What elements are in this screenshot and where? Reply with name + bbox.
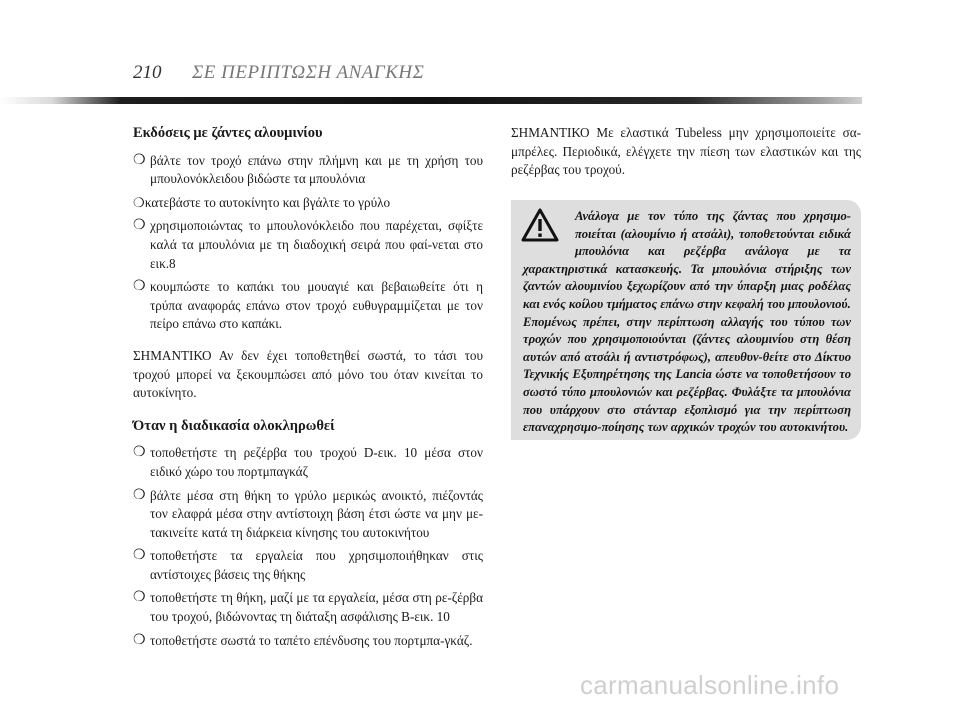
- list-item: [133, 194, 483, 213]
- bullet-icon: ❍: [133, 218, 146, 234]
- list-item-text: βάλτε μέσα στη θήκη το γρύλο μερικώς ανοικτό, πιέζοντάς τον ελαφρά μέσα στην αντίστοιχη βάση έτσι ώστε να μην με-τακινείτε κατά τη διάρκεια κίνησης του αυτοκινήτου: [150, 487, 483, 540]
- bullet-icon: ❍: [133, 632, 146, 648]
- header-rule: [0, 97, 862, 104]
- section-title-when-complete: Όταν η διαδικασία ολοκληρωθεί: [133, 417, 335, 434]
- watermark: carmanualsonline.info: [580, 670, 840, 700]
- warning-text: [523, 208, 851, 437]
- list-item-text: χρησιμοποιώντας το μπουλονόκλειδο που παρέχεται, σφίξτε καλά τα μπουλόνια με τη διαδοχική σειρά που φαί-νεται στο εικ.8: [150, 218, 483, 271]
- list-item: [133, 547, 483, 584]
- bullet-icon: ❍: [133, 548, 146, 564]
- tubeless-note: ΣΗΜΑΝΤΙΚΟ Με ελαστικά Tubeless μην χρησιμοποιείτε σα-μπρέλες. Περιοδικά, ελέγχετε την πίεση των ελαστικών και της ρεζέρβας του τροχού.: [511, 125, 861, 178]
- warning-box: [511, 200, 861, 440]
- list-item-text: τοποθετήστε τη θήκη, μαζί με τα εργαλεία, μέσα στη ρε-ζέρβα του τροχού, βιδώνοντας τη διάταξη ασφάλισης B-εικ. 10: [150, 590, 483, 625]
- bullet-icon: ❍: [133, 487, 146, 503]
- bullet-icon: ❍: [133, 590, 146, 606]
- list-item: [133, 278, 483, 334]
- bullet-icon: ❍: [133, 152, 146, 168]
- section-title-alloy-wheels: Εκδόσεις με ζάντες αλουμινίου: [133, 125, 323, 141]
- warning-paragraph-1: Ανάλογα με τον τύπο της ζάντας που χρησιμο-ποιείται (αλουμίνιο ή ατσάλι), τοποθετούνται ειδικά μπουλόνια και ρεζέρβα ανάλογα με τα χαρακτηριστικά κατασκευής. Τα μπουλόνια στήριξης των ζαντών αλουμινίου ξεχωρίζουν από την ύπαρξη μιας ροδέλας και ενός κοίλου τμήματος επάνω στην κεφαλή του μπουλονιού.: [523, 209, 851, 311]
- list-item-text: βάλτε τον τροχό επάνω στην πλήμνη και με τη χρήση του μπουλονόκλειδου βιδώστε τα μπουλόνια: [150, 152, 483, 187]
- list-item-text: τοποθετήστε τη ρεζέρβα του τροχού D-εικ. 10 μέσα στον ειδικό χώρο του πορτμπαγκάζ: [150, 445, 483, 479]
- list-item: [133, 632, 483, 651]
- list-item: [133, 589, 483, 626]
- list-item: [133, 444, 483, 481]
- list-item-text: τοποθετήστε σωστά το ταπέτο επένδυσης του πορτμπα-γκάζ.: [150, 632, 473, 648]
- important-note: ΣΗΜΑΝΤΙΚΟ Αν δεν έχει τοποθετηθεί σωστά, το τάσι του τροχού μπορεί να ξεκουμπώσει από μόνο του όταν κινείται το αυτοκίνητο.: [133, 347, 483, 401]
- page-number: 210: [133, 62, 162, 83]
- right-column: [511, 124, 861, 180]
- list-item: [133, 152, 483, 189]
- list-item-text: ❍κατεβάστε το αυτοκίνητο και βγάλτε το γρύλο: [133, 194, 391, 210]
- left-column: [133, 124, 483, 655]
- list-item-text: κουμπώστε το καπάκι του μουαγιέ και βεβαιωθείτε ότι η τρύπα αναφοράς επάνω στον τροχό ευθυγραμμίζεται με τον πείρο επάνω στο καπάκι.: [150, 279, 483, 332]
- list-item-text: τοποθετήστε τα εργαλεία που χρησιμοποιήθηκαν στις αντίστοιχες βάσεις της θήκης: [150, 548, 483, 582]
- chapter-title: ΣΕ ΠΕΡΙΠΤΩΣΗ ΑΝΑΓΚΗΣ: [192, 62, 425, 83]
- list-item: [133, 217, 483, 273]
- warning-paragraph-2: Επομένως πρέπει, στην περίπτωση αλλαγής του τύπου των τροχών που χρησιμοποιούνται (ζάντες αλουμινίου στη θέση αυτών από ατσάλι ή αντιστρόφως), απευθυν-θείτε στο Δίκτυο Τεχνικής Εξυπηρέτησης της Lancia ώστε να τοποθετήσουν το σωστό τύπο μπουλονιών και ρεζέρβας. Φυλάξτε τα μπουλόνια που υπάρχουν στο στάνταρ εξοπλισμό για την περίπτωση επαναχρησιμο-ποίησης των αρχικών τροχών του αυτοκινήτου.: [523, 314, 851, 435]
- bullet-icon: ❍: [133, 279, 146, 295]
- bullet-icon: ❍: [133, 445, 146, 461]
- list-item: [133, 487, 483, 543]
